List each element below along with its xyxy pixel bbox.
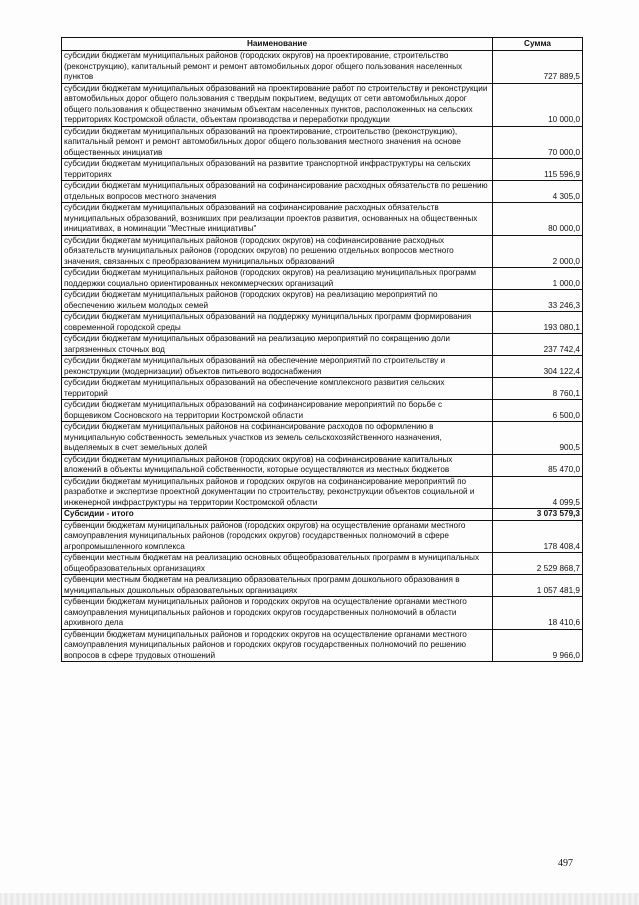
table-row xyxy=(62,290,583,312)
table-row xyxy=(62,378,583,400)
row-name: субсидии бюджетам муниципальных образований на реализацию мероприятий по сокращению доли загрязненных сточных вод xyxy=(62,334,493,356)
column-header-sum: Сумма xyxy=(493,38,583,51)
total-label: Субсидии - итого xyxy=(62,509,493,521)
row-name: субсидии бюджетам муниципальных районов (городских округов) на реализацию мероприятий по обеспечению жильем молодых семей xyxy=(62,290,493,312)
table-row xyxy=(62,235,583,268)
row-sum: 4 099,5 xyxy=(493,476,583,509)
table-row xyxy=(62,181,583,203)
table-row xyxy=(62,597,583,630)
row-sum: 237 742,4 xyxy=(493,334,583,356)
row-name: субсидии бюджетам муниципальных образований на проектирование работ по строительству и реконструкции автомобильных дорог общего пользования с твердым покрытием, ведущих от сети автомобильных дорог общего пользования к общественно значимым объектам населенных пунктов, расположенных на сельских территориях Костромской области, объектам производства и переработки продукции xyxy=(62,83,493,126)
row-sum: 6 500,0 xyxy=(493,400,583,422)
row-name: субсидии бюджетам муниципальных образований на обеспечение комплексного развития сельских территорий xyxy=(62,378,493,400)
scan-bottom-edge xyxy=(0,893,639,905)
row-sum: 70 000,0 xyxy=(493,126,583,159)
row-name: субвенции бюджетам муниципальных районов (городских округов) на осуществление органами местного самоуправления муниципальных районов (городских округов) государственных полномочий в сфере агропромышленного комплекса xyxy=(62,520,493,553)
row-name: субсидии бюджетам муниципальных образований на проектирование, строительство (реконструкцию), капитальный ремонт и ремонт автомобильных дорог общего пользования местного значения на основе общественных инициатив xyxy=(62,126,493,159)
row-name: субсидии бюджетам муниципальных образований на поддержку муниципальных программ формирования современной городской среды xyxy=(62,312,493,334)
table-row xyxy=(62,268,583,290)
row-sum: 1 057 481,9 xyxy=(493,575,583,597)
table-row xyxy=(62,51,583,84)
table-row xyxy=(62,312,583,334)
table-row xyxy=(62,400,583,422)
row-name: субсидии бюджетам муниципальных районов (городских округов) на реализацию муниципальных программ поддержки социально ориентированных некоммерческих организаций xyxy=(62,268,493,290)
row-name: субвенции бюджетам муниципальных районов и городских округов на осуществление органами местного самоуправления муниципальных районов и городских округов государственных полномочий по решению вопросов в сфере трудовых отношений xyxy=(62,629,493,662)
table-row xyxy=(62,159,583,181)
row-name: субсидии бюджетам муниципальных образований на развитие транспортной инфраструктуры на сельских территориях xyxy=(62,159,493,181)
row-name: субсидии бюджетам муниципальных образований на софинансирование расходных обязательств муниципальных образований, возникших при реализации проектов развития, основанных на общественных инициативах, в номинации "Местные инициативы" xyxy=(62,203,493,236)
table-row xyxy=(62,553,583,575)
table-row xyxy=(62,83,583,126)
row-sum: 304 122,4 xyxy=(493,356,583,378)
row-name: субсидии бюджетам муниципальных образований на софинансирование расходных обязательств по решению отдельных вопросов местного значения xyxy=(62,181,493,203)
row-sum: 18 410,6 xyxy=(493,597,583,630)
row-sum: 8 760,1 xyxy=(493,378,583,400)
row-sum: 2 000,0 xyxy=(493,235,583,268)
total-sum: 3 073 579,3 xyxy=(493,509,583,521)
row-name: субсидии бюджетам муниципальных районов на софинансирование расходов по оформлению в муниципальную собственность земельных участков из земель сельскохозяйственного назначения, выделяемых в счет земельных долей xyxy=(62,422,493,455)
row-name: субсидии бюджетам муниципальных образований на софинансирование мероприятий по борьбе с борщевиком Сосновского на территории Костромской области xyxy=(62,400,493,422)
table-row xyxy=(62,334,583,356)
table-header-row xyxy=(62,38,583,51)
row-sum: 10 000,0 xyxy=(493,83,583,126)
row-sum: 193 080,1 xyxy=(493,312,583,334)
table-row xyxy=(62,476,583,509)
row-name: субсидии бюджетам муниципальных районов (городских округов) на проектирование, строительство (реконструкцию), капитальный ремонт и ремонт автомобильных дорог общего пользования населенных пунктов xyxy=(62,51,493,84)
row-name: субсидии бюджетам муниципальных районов (городских округов) на софинансирование капитальных вложений в объекты муниципальной собственности, которые осуществляются из местных бюджетов xyxy=(62,454,493,476)
table-row xyxy=(62,422,583,455)
table-row xyxy=(62,454,583,476)
row-sum: 2 529 868,7 xyxy=(493,553,583,575)
row-sum: 115 596,9 xyxy=(493,159,583,181)
row-sum: 33 246,3 xyxy=(493,290,583,312)
row-sum: 80 000,0 xyxy=(493,203,583,236)
subsidies-body xyxy=(62,51,583,662)
row-sum: 727 889,5 xyxy=(493,51,583,84)
table-row xyxy=(62,203,583,236)
row-sum: 1 000,0 xyxy=(493,268,583,290)
row-name: субвенции местным бюджетам на реализацию основных общеобразовательных программ в муниципальных общеобразовательных организациях xyxy=(62,553,493,575)
table-row xyxy=(62,126,583,159)
row-sum: 4 305,0 xyxy=(493,181,583,203)
table-row xyxy=(62,356,583,378)
column-header-name: Наименование xyxy=(62,38,493,51)
row-name: субвенции бюджетам муниципальных районов и городских округов на осуществление органами местного самоуправления муниципальных районов и городских округов государственных полномочий в области архивного дела xyxy=(62,597,493,630)
row-name: субсидии бюджетам муниципальных образований на обеспечение мероприятий по строительству и реконструкции (модернизации) объектов питьевого водоснабжения xyxy=(62,356,493,378)
row-name: субсидии бюджетам муниципальных районов (городских округов) на софинансирование расходных обязательств муниципальных районов (городских округов) по решению отдельных вопросов местного значения, связанных с преобразованием муниципальных образований xyxy=(62,235,493,268)
row-sum: 9 966,0 xyxy=(493,629,583,662)
row-name: субвенции местным бюджетам на реализацию образовательных программ дошкольного образования в муниципальных дошкольных образовательных организациях xyxy=(62,575,493,597)
row-sum: 900,5 xyxy=(493,422,583,455)
budget-table xyxy=(61,37,583,662)
row-sum: 178 408,4 xyxy=(493,520,583,553)
table-row xyxy=(62,629,583,662)
table-row xyxy=(62,575,583,597)
subsidies-total-row xyxy=(62,509,583,521)
row-sum: 85 470,0 xyxy=(493,454,583,476)
row-name: субсидии бюджетам муниципальных районов и городских округов на софинансирование мероприятий по разработке и экспертизе проектной документации по строительству, реконструкции объектов социальной и инженерной инфраструктуры на территории Костромской области xyxy=(62,476,493,509)
page-number: 497 xyxy=(558,858,573,869)
table-row xyxy=(62,520,583,553)
